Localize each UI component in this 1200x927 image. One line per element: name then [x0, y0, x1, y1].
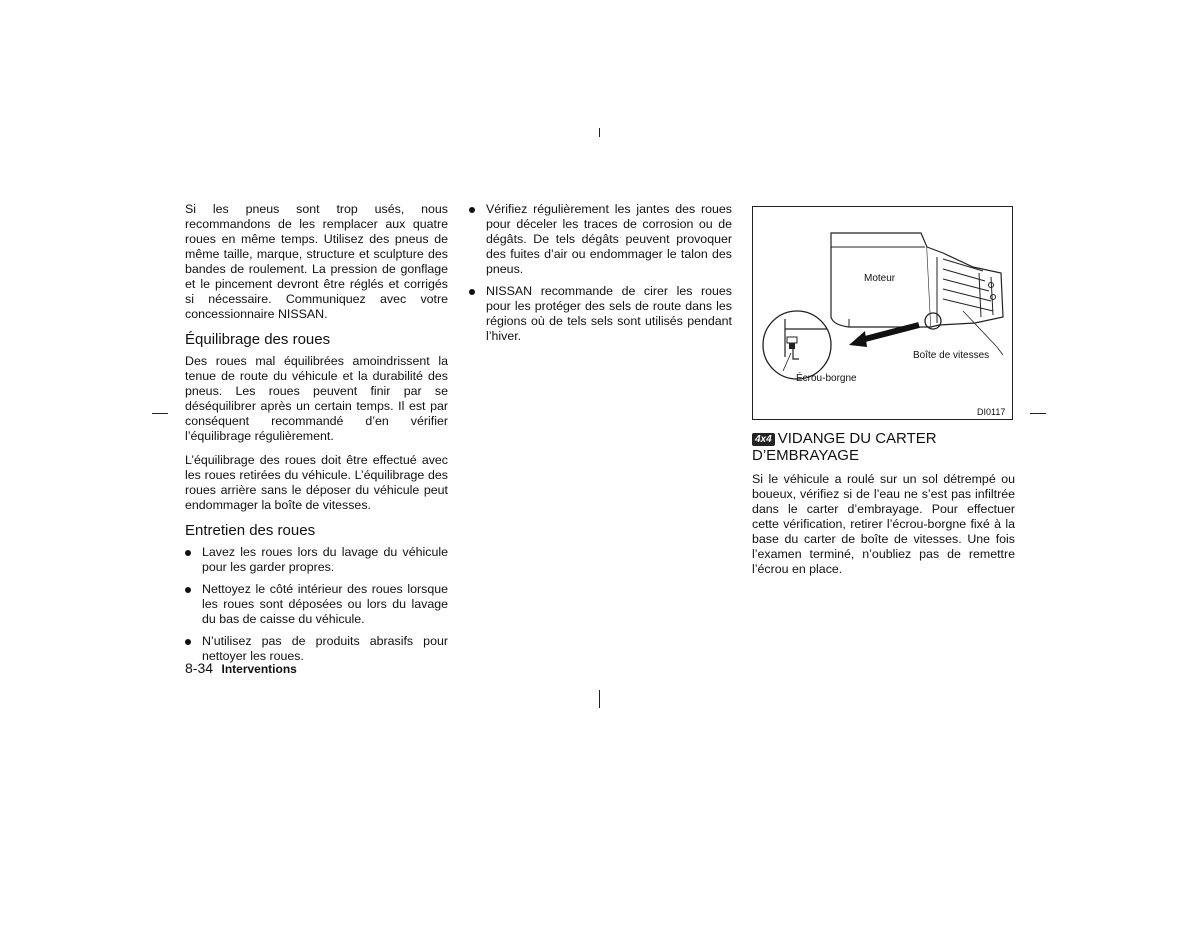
- balance-paragraph-1: Des roues mal équilibrées amoindrissent la tenue de route du véhicule et la durabilité des pneus. Les roues peuvent finir par se déséquilibrer après un certain temps. Il est par conséquent recommandé d’en vérifier l’équilibrage régulièrement.: [185, 354, 448, 443]
- list-item: [469, 202, 732, 277]
- 4x4-badge-icon: 4x4: [752, 433, 775, 446]
- column-right: [752, 430, 1015, 577]
- column-left: [185, 202, 448, 664]
- bullet-icon: [185, 550, 191, 556]
- bullet-icon: [185, 639, 191, 645]
- clutch-drain-paragraph: Si le véhicule a roulé sur un sol détrempé ou boueux, vérifiez si de l’eau ne s’est pas infiltrée dans le carter d’embrayage. Pour effectuer cette vérification, retirer l’écrou-borgne fixé à la base du carter de boîte de vitesses. Une fois l’examen terminé, n’oubliez pas de remettre l’écrou en place.: [752, 472, 1015, 576]
- engine-gearbox-drawing: [753, 207, 1012, 419]
- figure-code: DI0117: [977, 407, 1006, 417]
- list-item: [185, 545, 448, 575]
- label-engine: Moteur: [864, 273, 896, 284]
- intro-paragraph: Si les pneus sont trop usés, nous recommandons de les remplacer aux quatre roues en même temps. Utilisez des pneus de même taille, marque, structure et sculpture des bandes de roulement. La pression de gonflage et le pincement devront être réglés et corrigés si nécessaire. Communiquez avec votre concessionnaire NISSAN.: [185, 202, 448, 321]
- list-item: [469, 284, 732, 344]
- bullet-icon: [469, 289, 475, 295]
- bullet-icon: [469, 207, 475, 213]
- crop-mark-bottom: [599, 690, 600, 708]
- list-item: [185, 582, 448, 627]
- section-title: [752, 430, 1015, 464]
- heading-wheel-balance: Équilibrage des roues: [185, 331, 331, 348]
- heading-wheel-care: Entretien des roues: [185, 522, 316, 539]
- gearbox-illustration: [752, 206, 1013, 420]
- page-footer: [185, 660, 297, 678]
- label-nut: Écrou-borgne: [796, 373, 857, 384]
- bullet-text: Lavez les roues lors du lavage du véhicule pour les garder propres.: [202, 545, 448, 574]
- column-middle: [469, 202, 732, 344]
- bullet-icon: [185, 587, 191, 593]
- bullet-text: N’utilisez pas de produits abrasifs pour nettoyer les roues.: [202, 634, 448, 663]
- section-title-line1: VIDANGE DU CARTER: [777, 430, 937, 447]
- crop-mark-top: [599, 128, 600, 137]
- label-gearbox: Boîte de vitesses: [913, 350, 990, 361]
- page-number: 8-34: [185, 660, 214, 676]
- bullet-text: NISSAN recommande de cirer les roues pour les protéger des sels de route dans les régions où de tels sels sont utilisés pendant l’hiver.: [486, 284, 732, 343]
- crop-mark-right: [1030, 413, 1046, 414]
- section-title-line2: D’EMBRAYAGE: [752, 447, 859, 464]
- section-name: Interventions: [221, 662, 297, 676]
- bullet-text: Nettoyez le côté intérieur des roues lorsque les roues sont déposées ou lors du lavage du bas de caisse du véhicule.: [202, 582, 448, 626]
- bullet-text: Vérifiez régulièrement les jantes des roues pour déceler les traces de corrosion ou de dégâts. De tels dégâts peuvent provoquer des fuites d’air ou endommager le talon des pneus.: [486, 202, 732, 276]
- balance-paragraph-2: L’équilibrage des roues doit être effectué avec les roues retirées du véhicule. L’équilibrage des roues arrière sans le déposer du véhicule peut endommager la boîte de vitesses.: [185, 453, 448, 512]
- crop-mark-left: [152, 413, 168, 414]
